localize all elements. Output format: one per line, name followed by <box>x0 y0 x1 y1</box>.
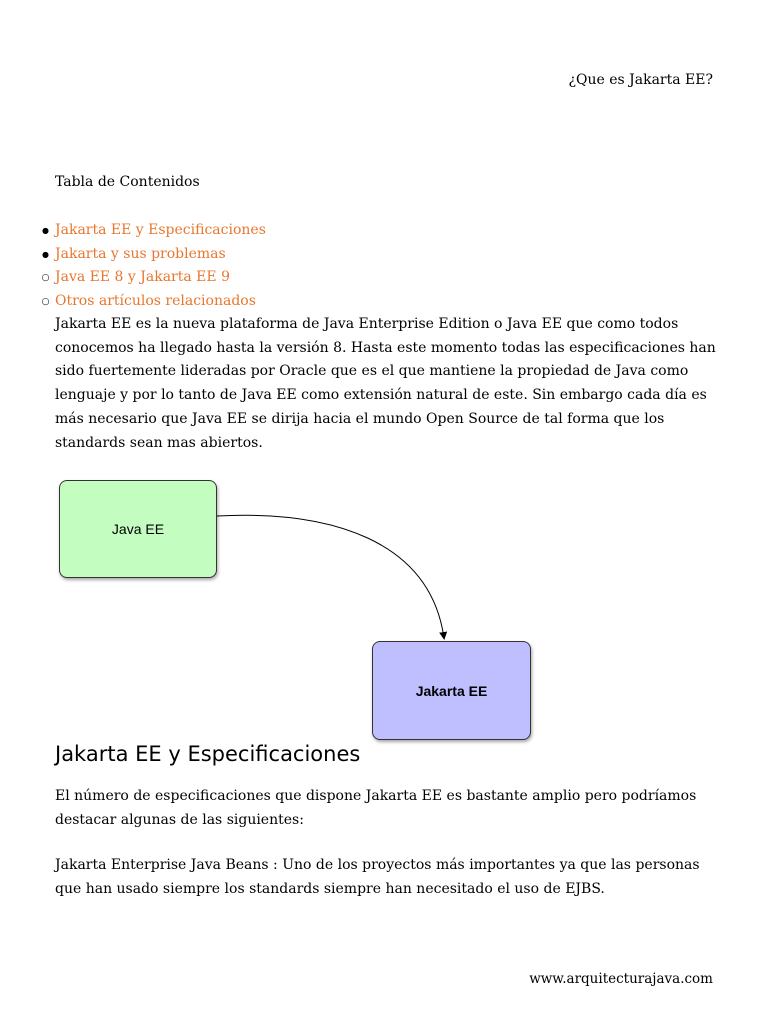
toc-item <box>36 290 266 314</box>
toc-item <box>36 266 266 290</box>
intro-paragraph: Jakarta EE es la nueva plataforma de Java Enterprise Edition o Java EE que como todos conocemos ha llegado hasta la versión 8. Hasta este momento todas las especificaciones han sido fuertemente lideradas por Oracle que es el que mantiene la propiedad de Java como lenguaje y por lo tanto de Java EE como extensión natural de este. Sin embargo cada día es más necesario que Java EE se dirija hacia el mundo Open Source de tal forma que los standards sean mas abiertos. <box>55 316 716 451</box>
toc-link-jakarta-especificaciones[interactable]: Jakarta EE y Especificaciones <box>55 222 266 238</box>
footer-url: www.arquitecturajava.com <box>529 971 713 987</box>
diagram-box-java-ee <box>59 480 217 578</box>
section-paragraph-1: El número de especificaciones que dispone Jakarta EE es bastante amplio pero podríamos destacar algunas de las siguientes: <box>55 788 697 828</box>
toc-item <box>36 243 266 267</box>
toc-heading: Tabla de Contenidos <box>55 174 200 190</box>
toc-link-javaee8-jakarta9[interactable]: Java EE 8 y Jakarta EE 9 <box>55 269 230 286</box>
section-heading: Jakarta EE y Especificaciones <box>55 742 361 766</box>
toc-link-jakarta-problemas[interactable]: Jakarta y sus problemas <box>55 245 226 262</box>
hollow-bullet-icon <box>36 290 55 315</box>
bullet-icon <box>36 243 55 267</box>
toc-link-otros-articulos[interactable]: Otros artículos relacionados <box>55 293 256 310</box>
page-header-title: ¿Que es Jakarta EE? <box>568 72 713 88</box>
diagram-label-java-ee: Java EE <box>111 521 165 537</box>
diagram-label-jakarta-ee: Jakarta EE <box>415 682 488 699</box>
section-paragraph-2: Jakarta Enterprise Java Beans : Uno de los proyectos más importantes ya que las personas que han usado siempre los standards siempre han necesitado el uso de EJBS. <box>55 857 700 897</box>
bullet-icon <box>36 219 55 243</box>
diagram-box-jakarta-ee <box>372 641 531 740</box>
toc-item <box>36 219 266 243</box>
table-of-contents <box>36 219 266 314</box>
hollow-bullet-icon <box>36 266 55 291</box>
